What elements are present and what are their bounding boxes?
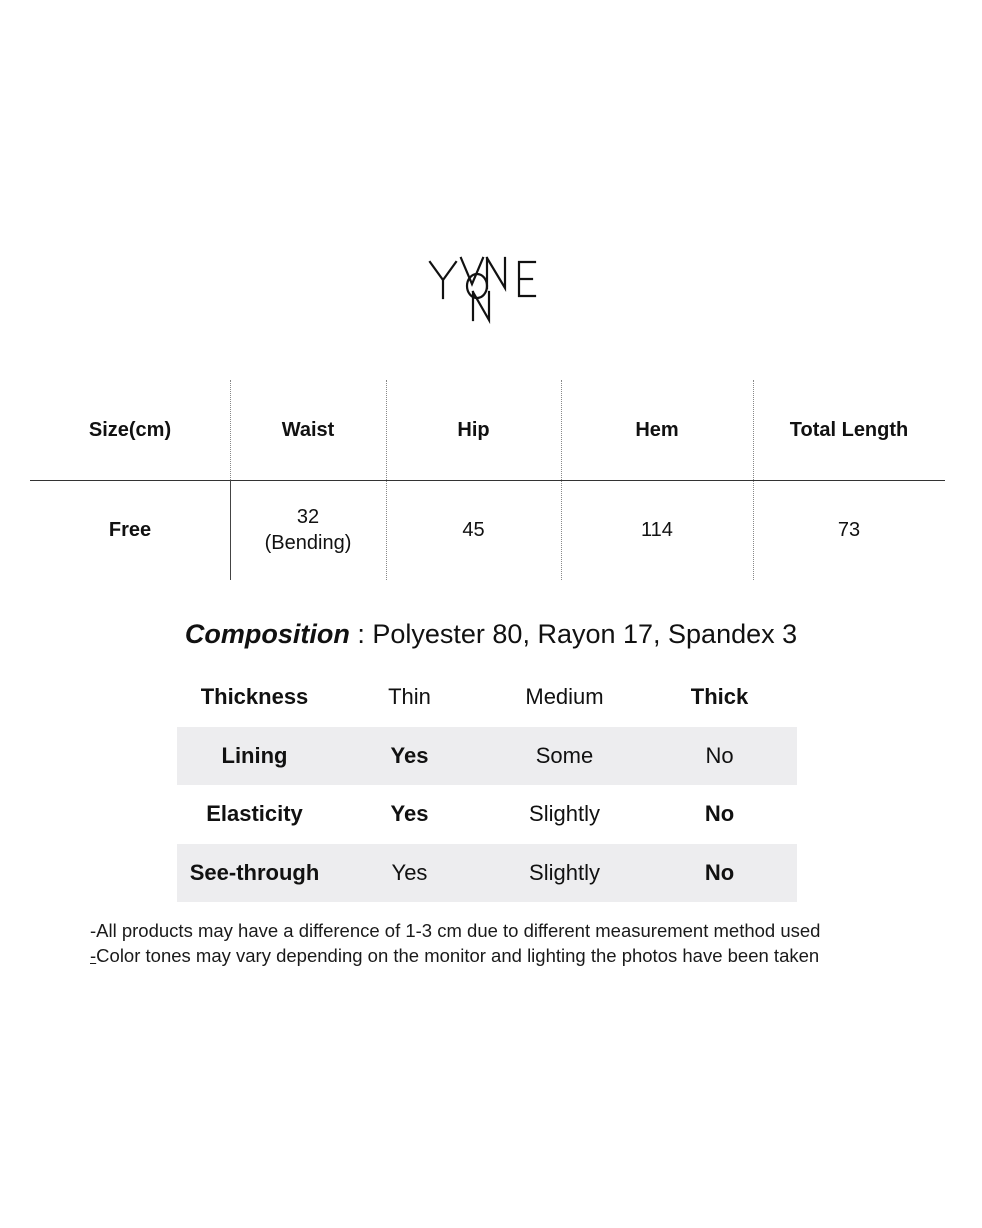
header-waist: Waist [281,419,335,441]
disclaimer-notes [90,918,950,968]
attribute-option: Slightly [529,801,600,827]
attribute-name: Thickness [200,684,309,710]
header-hem: Hem [635,419,679,441]
attribute-option: Slightly [529,859,600,885]
attribute-name: Elasticity [206,801,303,827]
brand-logo-mark [425,250,545,325]
header-hip: Hip [457,419,490,441]
attribute-row-lining [177,727,797,786]
attribute-option: Medium [525,684,604,710]
attribute-name: See-through [189,859,320,885]
cell-waist [230,480,386,580]
size-table-row [30,480,945,580]
attribute-option-selected: Yes [390,742,429,768]
attribute-row-thickness [177,668,797,727]
composition-separator: : [349,619,373,649]
attribute-row-elasticity [177,785,797,844]
attribute-option: Some [535,742,594,768]
attribute-row-see-through [177,844,797,903]
size-table-header-row [30,380,945,480]
cell-waist-note: (Bending) [264,532,352,554]
note-line [90,943,950,968]
cell-total-length: 73 [837,519,861,541]
brand-logo [425,250,545,325]
composition-value: Polyester 80, Rayon 17, Spandex 3 [372,619,798,649]
composition-label: Composition [184,619,350,649]
size-table [30,380,945,580]
column-divider [386,380,387,580]
attribute-option-selected: No [704,801,735,827]
note-dash: - [90,945,97,966]
column-divider [561,380,562,580]
attribute-option-selected: Yes [390,801,429,827]
attribute-option: Thin [388,684,431,710]
header-size: Size(cm) [88,419,172,441]
attribute-name: Lining [221,742,288,768]
note-line: -All products may have a difference of 1-3 cm due to different measurement method used [90,920,821,941]
fabric-attribute-table [177,668,797,902]
attribute-option: Yes [391,859,428,885]
column-divider [753,380,754,580]
column-divider-solid [230,480,231,580]
table-header-divider [30,480,945,481]
attribute-option: No [705,742,734,768]
cell-hem: 114 [641,519,673,541]
note-text: Color tones may vary depending on the monitor and lighting the photos have been taken [96,945,820,966]
cell-waist-value: 32 [296,506,320,528]
cell-size: Free [108,519,152,541]
cell-hip: 45 [462,519,485,541]
attribute-option-selected: Thick [690,684,749,710]
composition-line [0,616,982,652]
attribute-option-selected: No [704,859,735,885]
header-total-length: Total Length [789,419,909,441]
